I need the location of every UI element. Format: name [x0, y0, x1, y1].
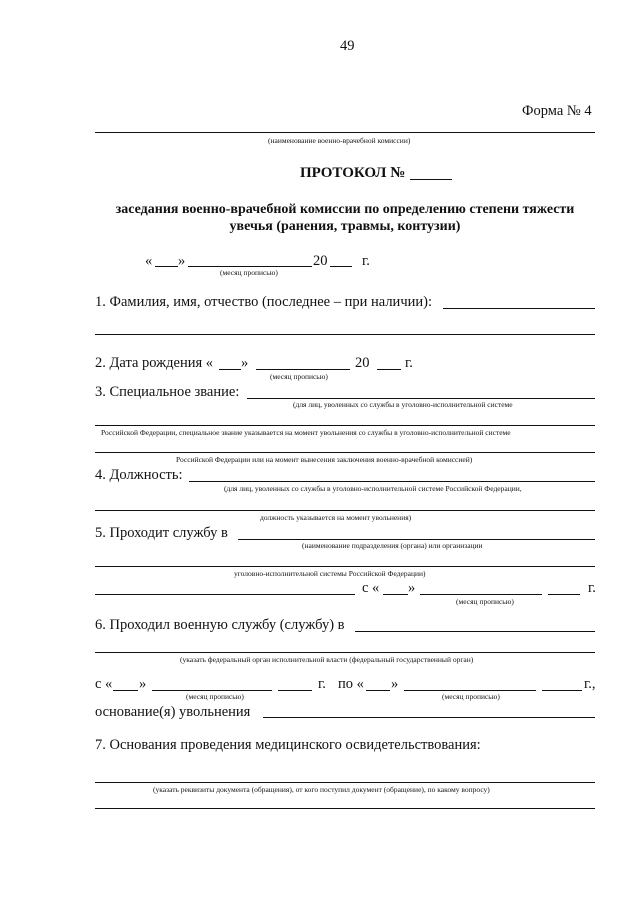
- item2-month-caption: (месяц прописью): [270, 372, 328, 381]
- item3-label: 3. Специальное звание:: [95, 384, 240, 400]
- protocol-number-line[interactable]: [410, 179, 452, 180]
- item5-label: 5. Проходит службу в: [95, 525, 228, 541]
- item2-close-quote: »: [241, 355, 249, 371]
- item2-year-suffix: г.: [405, 355, 413, 371]
- item5-close-quote: »: [408, 580, 416, 596]
- item6-month-caption-2: (месяц прописью): [442, 692, 500, 701]
- item6-from-year-suffix: г.: [318, 676, 326, 692]
- item6-to-close-quote: »: [391, 676, 399, 692]
- item6-caption-1: (указать федеральный орган исполнительной власти (федеральный государственный орган): [180, 655, 474, 664]
- item2-year-prefix: 20: [355, 355, 370, 371]
- item7-line-2[interactable]: [95, 808, 595, 809]
- item6-to: по «: [338, 676, 364, 692]
- item3-caption-3: Российской Федерации или на момент вынесения заключения военно-врачебной комиссией): [176, 455, 473, 464]
- date-month-caption: (месяц прописью): [220, 268, 278, 277]
- item2-year-line[interactable]: [377, 369, 401, 370]
- item4-caption-2: должность указывается на момент увольнения): [260, 513, 412, 522]
- item6-from-close-quote: »: [139, 676, 147, 692]
- item5-caption-2: уголовно-исполнительной системы Российской Федерации): [234, 569, 426, 578]
- protocol-title-text: ПРОТОКОЛ №: [300, 165, 406, 181]
- date-year-suffix: г.: [362, 253, 370, 269]
- item6-line-2[interactable]: [95, 652, 595, 653]
- item6-from-year-line[interactable]: [278, 690, 312, 691]
- date-open-quote: «: [145, 253, 153, 269]
- item5-line-1[interactable]: [238, 539, 595, 540]
- item6-to-month-line[interactable]: [404, 690, 536, 691]
- item5-caption-1: (наименование подразделения (органа) или организации: [302, 541, 483, 550]
- item3-caption-1: (для лиц, уволенных со службы в уголовно-исполнительной системе: [293, 400, 513, 409]
- item7-label: 7. Основания проведения медицинского освидетельствования:: [95, 737, 481, 753]
- item6-from-day-line[interactable]: [113, 690, 138, 691]
- item6-line-1[interactable]: [355, 631, 595, 632]
- item1-line-1[interactable]: [443, 308, 595, 309]
- protocol-title: [300, 165, 405, 182]
- date-month-line[interactable]: [188, 266, 312, 267]
- item6-to-day-line[interactable]: [366, 690, 390, 691]
- item4-label: 4. Должность:: [95, 467, 183, 483]
- form-number: Форма № 4: [522, 103, 592, 119]
- commission-caption: (наименование военно-врачебной комиссии): [268, 136, 411, 145]
- item3-line-3[interactable]: [95, 452, 595, 453]
- item6-to-year-suffix: г.,: [584, 676, 596, 692]
- item4-line-2[interactable]: [95, 510, 595, 511]
- date-year-prefix: 20: [313, 253, 328, 269]
- item6-month-caption-1: (месяц прописью): [186, 692, 244, 701]
- item5-line-3[interactable]: [95, 594, 355, 595]
- item6-dismissal-line[interactable]: [263, 717, 595, 718]
- item3-line-2[interactable]: [95, 425, 595, 426]
- item6-dismissal-basis: основание(я) увольнения: [95, 704, 251, 720]
- item5-year-suffix: г.: [588, 580, 596, 596]
- item5-line-2[interactable]: [95, 566, 595, 567]
- item2-label: 2. Дата рождения «: [95, 355, 214, 371]
- commission-name-line[interactable]: [95, 132, 595, 133]
- page-number: 49: [340, 38, 355, 54]
- date-day-line[interactable]: [155, 266, 178, 267]
- item5-month-line[interactable]: [420, 594, 542, 595]
- item2-month-line[interactable]: [256, 369, 350, 370]
- item1-label: 1. Фамилия, имя, отчество (последнее – при наличии):: [95, 294, 432, 310]
- date-close-quote: »: [178, 253, 186, 269]
- item7-caption-1: (указать реквизиты документа (обращения), от кого поступил документ (обращение), по какому вопросу): [153, 785, 490, 794]
- item1-line-2[interactable]: [95, 334, 595, 335]
- item6-from-month-line[interactable]: [152, 690, 272, 691]
- item3-line-1[interactable]: [247, 398, 595, 399]
- item5-month-caption: (месяц прописью): [456, 597, 514, 606]
- date-year-line[interactable]: [330, 266, 352, 267]
- item2-day-line[interactable]: [219, 369, 241, 370]
- item6-from: с «: [95, 676, 113, 692]
- item3-caption-2: Российской Федерации, специальное звание указывается на момент увольнения со службы в уголовно-исполнительной системе: [101, 428, 511, 437]
- item6-label: 6. Проходил военную службу (службу) в: [95, 617, 345, 633]
- protocol-subtitle-1: заседания военно-врачебной комиссии по определению степени тяжести: [115, 202, 575, 217]
- item7-line-1[interactable]: [95, 782, 595, 783]
- item6-to-year-line[interactable]: [542, 690, 582, 691]
- item4-line-1[interactable]: [189, 481, 595, 482]
- item5-since: с «: [362, 580, 380, 596]
- protocol-subtitle-2: увечья (ранения, травмы, контузии): [229, 219, 461, 234]
- item5-year-line[interactable]: [548, 594, 580, 595]
- item5-day-line[interactable]: [383, 594, 408, 595]
- item4-caption-1: (для лиц, уволенных со службы в уголовно-исполнительной системе Российской Федерации,: [224, 484, 522, 493]
